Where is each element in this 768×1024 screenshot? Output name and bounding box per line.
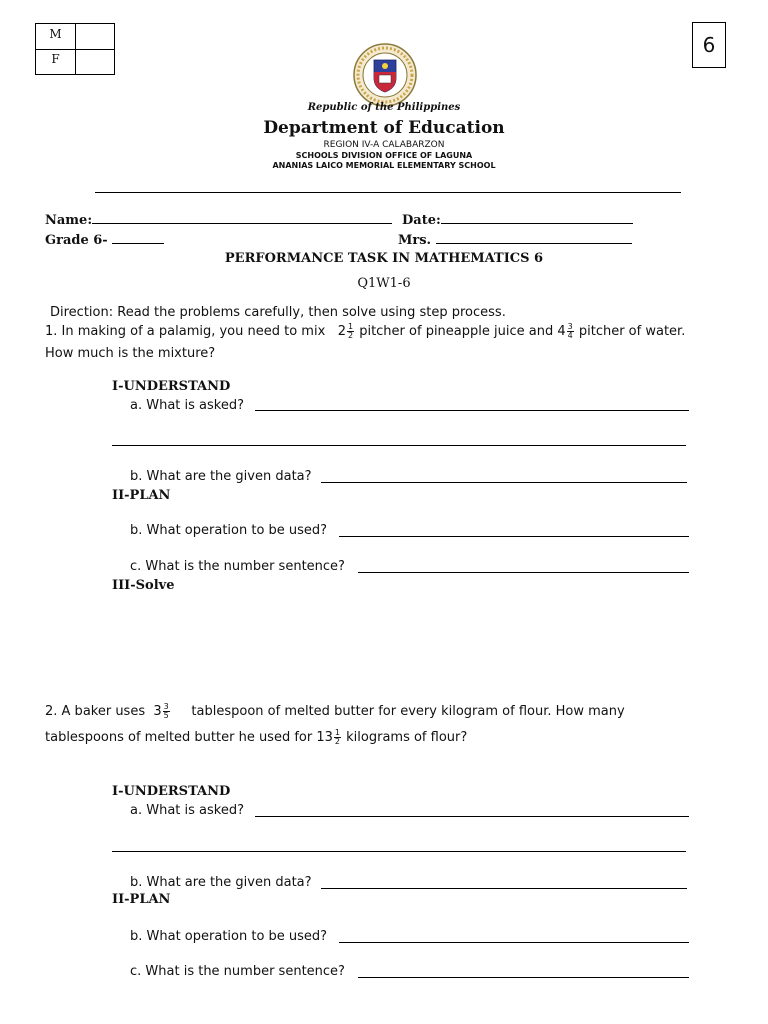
lesson-code: Q1W1-6 xyxy=(357,276,411,291)
problem1-line2: How much is the mixture? xyxy=(45,346,216,361)
problem1-fraction1 xyxy=(347,323,354,340)
date-field xyxy=(402,212,633,228)
p2-given-label: b. What are the given data? xyxy=(130,875,312,890)
p2-operation-blank[interactable] xyxy=(339,942,689,943)
problem2-line1 xyxy=(45,703,625,720)
name-label: Name: xyxy=(45,213,93,228)
teacher-field xyxy=(398,232,632,248)
header-divider xyxy=(95,192,681,193)
p2-plan-heading: II-PLAN xyxy=(112,892,171,907)
header-department: Department of Education xyxy=(263,118,505,138)
gender-m-label: M xyxy=(49,27,62,41)
problem1-den1: 2 xyxy=(347,331,354,340)
problem1-line1 xyxy=(45,323,685,340)
p1-given-blank[interactable] xyxy=(321,482,687,483)
problem2-part4: kilograms of flour? xyxy=(346,730,468,745)
problem1-part2: pitcher of pineapple juice and xyxy=(359,324,554,339)
mrs-label: Mrs. xyxy=(398,233,432,248)
p2-sentence-blank[interactable] xyxy=(358,977,689,978)
problem2-num2: 1 xyxy=(334,728,340,737)
problem2-whole1: 3 xyxy=(153,704,162,719)
problem1-part3: pitcher of water. xyxy=(578,324,686,339)
p2-operation-label: b. What operation to be used? xyxy=(130,929,328,944)
problem1-num1: 1 xyxy=(347,322,354,331)
p1-understand-heading: I-UNDERSTAND xyxy=(112,379,231,394)
p2-asked-blank-2[interactable] xyxy=(112,851,686,852)
problem2-whole2: 13 xyxy=(316,730,333,745)
problem2-den2: 2 xyxy=(334,737,340,746)
problem2-den1: 5 xyxy=(163,711,169,720)
p1-operation-label: b. What operation to be used? xyxy=(130,523,328,538)
gender-box xyxy=(35,23,115,75)
p1-given-label: b. What are the given data? xyxy=(130,469,312,484)
grade-number-box: 6 xyxy=(692,22,726,68)
problem2-line2 xyxy=(45,729,467,746)
p2-sentence-label: c. What is the number sentence? xyxy=(130,964,345,979)
problem2-num1: 3 xyxy=(163,702,169,711)
p1-sentence-blank[interactable] xyxy=(358,572,689,573)
problem1-whole1: 2 xyxy=(337,324,346,339)
problem1-den2: 4 xyxy=(567,331,573,340)
problem2-fraction2 xyxy=(334,729,341,746)
problem2-part2: tablespoon of melted butter for every kilogram of flour. How many xyxy=(191,704,625,719)
problem1-part1: 1. In making of a palamig, you need to mix xyxy=(45,324,326,339)
p2-given-blank[interactable] xyxy=(321,888,687,889)
header-division: SCHOOLS DIVISION OFFICE OF LAGUNA xyxy=(295,151,473,160)
p1-asked-blank-2[interactable] xyxy=(112,445,686,446)
date-label: Date: xyxy=(402,213,441,228)
p1-solve-heading: III-Solve xyxy=(112,578,175,593)
problem1-num2: 3 xyxy=(567,322,573,331)
direction-text: Direction: Read the problems carefully, then solve using step process. xyxy=(50,305,506,320)
p1-asked-label: a. What is asked? xyxy=(130,398,244,413)
page-title: PERFORMANCE TASK IN MATHEMATICS 6 xyxy=(224,251,544,266)
p2-asked-blank[interactable] xyxy=(255,816,689,817)
problem2-part3: tablespoons of melted butter he used for xyxy=(45,730,313,745)
grade-section-blank[interactable] xyxy=(112,232,164,244)
grade-label: Grade 6- xyxy=(45,233,108,248)
p1-operation-blank[interactable] xyxy=(339,536,689,537)
gender-f-label: F xyxy=(51,52,60,66)
problem1-fraction2 xyxy=(567,323,574,340)
header-region: REGION IV-A CALABARZON xyxy=(323,140,445,150)
date-blank[interactable] xyxy=(441,212,633,224)
deped-seal-icon xyxy=(352,42,418,108)
problem2-fraction1 xyxy=(163,703,170,720)
p1-asked-blank[interactable] xyxy=(255,410,689,411)
grade-field xyxy=(45,232,164,248)
header-school: ANANIAS LAICO MEMORIAL ELEMENTARY SCHOOL xyxy=(272,161,496,170)
p2-understand-heading: I-UNDERSTAND xyxy=(112,784,231,799)
p1-plan-heading: II-PLAN xyxy=(112,488,171,503)
teacher-blank[interactable] xyxy=(436,232,632,244)
problem1-whole2: 4 xyxy=(557,324,566,339)
name-blank[interactable] xyxy=(92,212,392,224)
header-republic: Republic of the Philippines xyxy=(307,102,461,113)
problem2-part1: 2. A baker uses xyxy=(45,704,146,719)
name-field xyxy=(45,212,392,228)
gender-box-divider xyxy=(75,24,76,74)
p2-asked-label: a. What is asked? xyxy=(130,803,244,818)
p1-sentence-label: c. What is the number sentence? xyxy=(130,559,345,574)
